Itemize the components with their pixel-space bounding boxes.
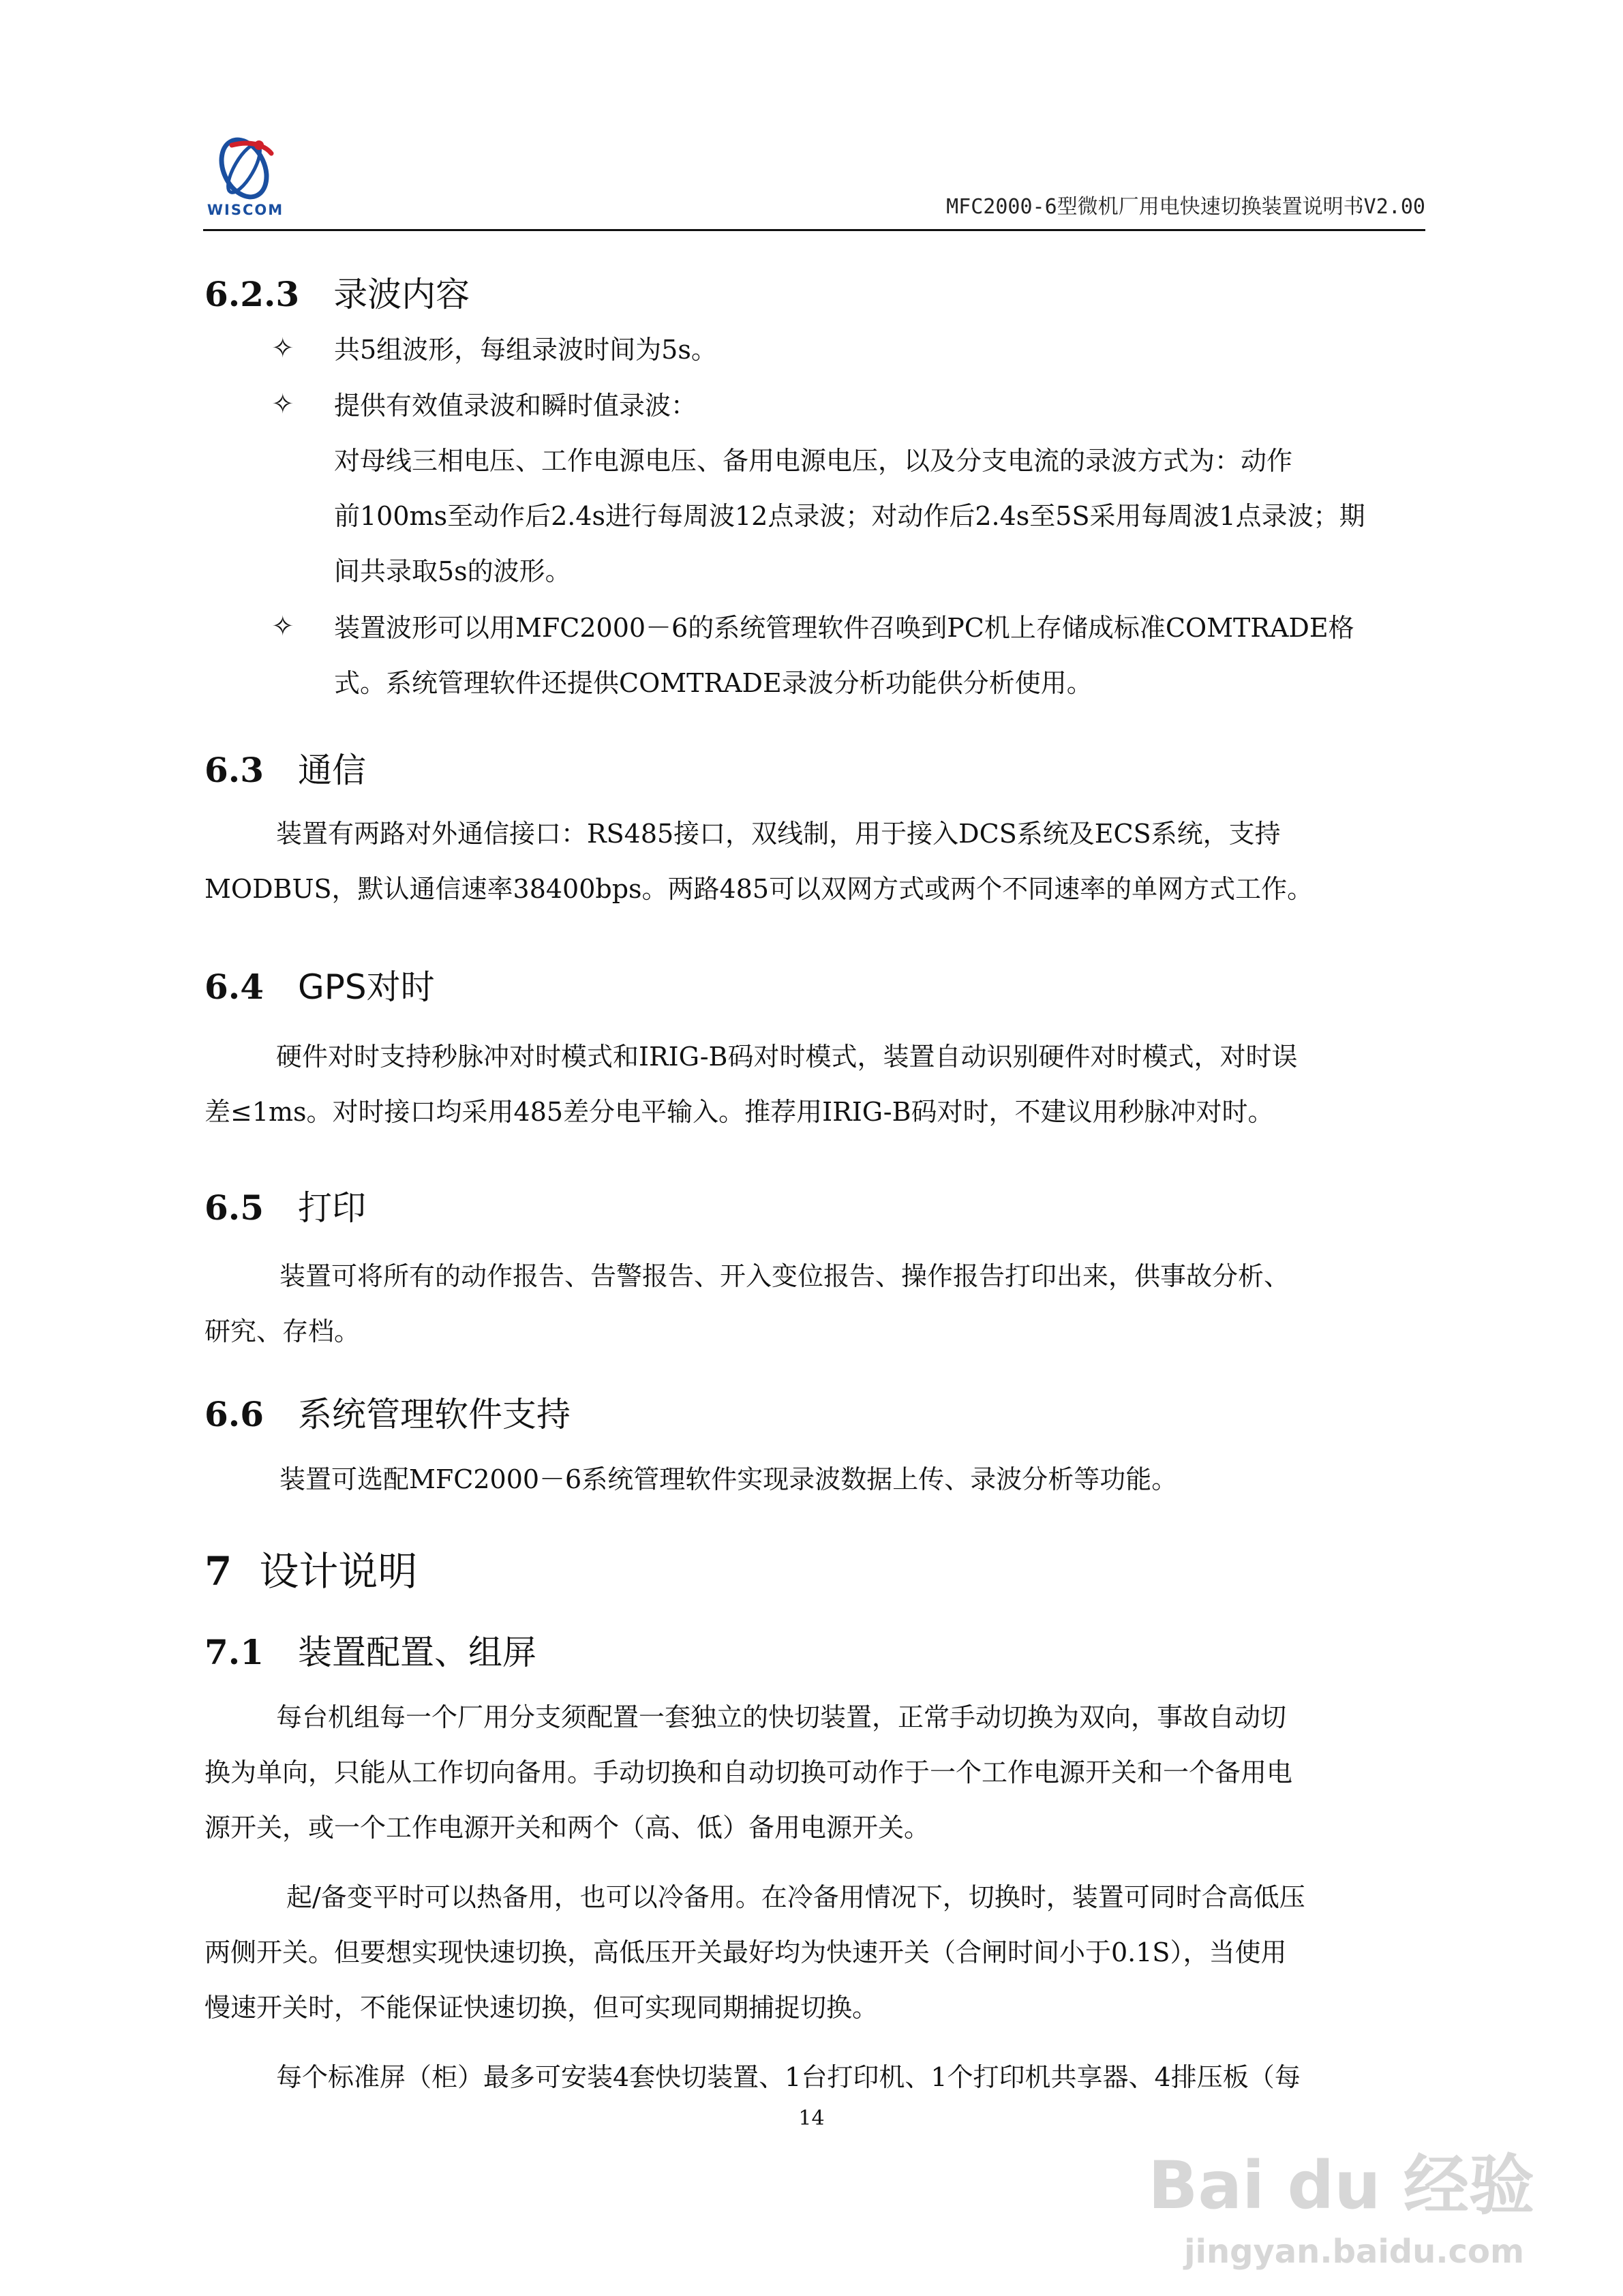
section-title: 通信 [298, 751, 366, 790]
bullet-text: 装置波形可以用MFC2000－6的系统管理软件召唤到PC机上存储成标准COMTRADE格 [334, 613, 1354, 643]
paragraph-line: 每台机组每一个厂用分支须配置一套独立的快切装置，正常手动切换为双向，事故自动切 [276, 1702, 1287, 1732]
section-heading-6-4 [204, 960, 435, 1009]
paragraph-line: 两侧开关。但要想实现快速切换，高低压开关最好均为快速开关（合闸时间小于0.1S），当使用 [204, 1937, 1287, 1967]
paragraph-line: 起/备变平时可以热备用，也可以冷备用。在冷备用情况下，切换时，装置可同时合高低压 [286, 1882, 1305, 1912]
page-number: 14 [798, 2106, 825, 2130]
document-title: MFC2000-6型微机厂用电快速切换装置说明书V2.00 [946, 195, 1425, 219]
paragraph-line: 差≤1ms。对时接口均采用485差分电平输入。推荐用IRIG-B码对时，不建议用秒脉冲对时。 [204, 1097, 1274, 1127]
section-title: 录波内容 [333, 275, 470, 314]
paragraph-line: 装置可将所有的动作报告、告警报告、开入变位报告、操作报告打印出来，供事故分析、 [279, 1261, 1290, 1291]
section-number: 7 [204, 1548, 232, 1595]
paragraph-line: 式。系统管理软件还提供COMTRADE录波分析功能供分析使用。 [334, 668, 1093, 698]
diamond-bullet-icon: ✧ [271, 333, 294, 364]
section-heading-7-1 [204, 1625, 536, 1674]
section-title: 设计说明 [259, 1548, 418, 1595]
section-number: 7.1 [204, 1632, 264, 1672]
paragraph-line: 每个标准屏（柜）最多可安装4套快切装置、1台打印机、1个打印机共享器、4排压板（每 [276, 2062, 1301, 2092]
paragraph-line: 换为单向，只能从工作切向备用。手动切换和自动切换可动作于一个工作电源开关和一个备用电 [204, 1757, 1293, 1787]
paragraph-line: MODBUS，默认通信速率38400bps。两路485可以双网方式或两个不同速率的单网方式工作。 [204, 874, 1314, 904]
paragraph-line: 源开关，或一个工作电源开关和两个（高、低）备用电源开关。 [204, 1813, 930, 1843]
section-title: 打印 [298, 1188, 366, 1228]
section-title: GPS对时 [298, 967, 435, 1007]
logo-text: WISCOM [207, 202, 284, 218]
section-number: 6.2.3 [204, 274, 300, 314]
paragraph-line: 前100ms至动作后2.4s进行每周波12点录波；对动作后2.4s至5S采用每周波1点录波；期 [334, 501, 1365, 531]
section-number: 6.5 [204, 1188, 264, 1228]
section-heading-6-6 [204, 1387, 571, 1436]
diamond-bullet-icon: ✧ [271, 611, 294, 642]
header-divider [203, 229, 1425, 231]
section-heading-6-5 [204, 1181, 366, 1230]
paragraph-line: 对母线三相电压、工作电源电压、备用电源电压，以及分支电流的录波方式为：动作 [334, 446, 1293, 476]
paragraph-line: 慢速开关时，不能保证快速切换，但可实现同期捕捉切换。 [204, 1993, 879, 2023]
chapter-heading-7 [204, 1539, 417, 1597]
bullet-text: 共5组波形，每组录波时间为5s。 [334, 335, 717, 365]
wiscom-logo-icon [204, 133, 286, 205]
section-heading-6-3 [204, 743, 366, 792]
bullet-text: 提供有效值录波和瞬时值录波： [334, 391, 697, 421]
baidu-watermark-url: jingyan.baidu.com [1184, 2233, 1524, 2271]
section-title: 装置配置、组屏 [298, 1633, 536, 1672]
paragraph-line: 研究、存档。 [204, 1316, 361, 1346]
section-heading-6-2-3 [204, 267, 470, 316]
section-title: 系统管理软件支持 [298, 1395, 571, 1434]
diamond-bullet-icon: ✧ [271, 389, 294, 420]
section-number: 6.4 [204, 967, 264, 1007]
baidu-watermark: Bai du 经验 [1148, 2147, 1534, 2224]
paragraph-line: 硬件对时支持秒脉冲对时模式和IRIG-B码对时模式，装置自动识别硬件对时模式，对时误 [276, 1042, 1298, 1072]
section-number: 6.3 [204, 750, 264, 790]
section-number: 6.6 [204, 1394, 264, 1434]
paragraph-line: 间共录取5s的波形。 [334, 556, 571, 586]
paragraph-line: 装置有两路对外通信接口：RS485接口，双线制，用于接入DCS系统及ECS系统，支持 [276, 819, 1281, 849]
paragraph-line: 装置可选配MFC2000－6系统管理软件实现录波数据上传、录波分析等功能。 [279, 1464, 1178, 1494]
